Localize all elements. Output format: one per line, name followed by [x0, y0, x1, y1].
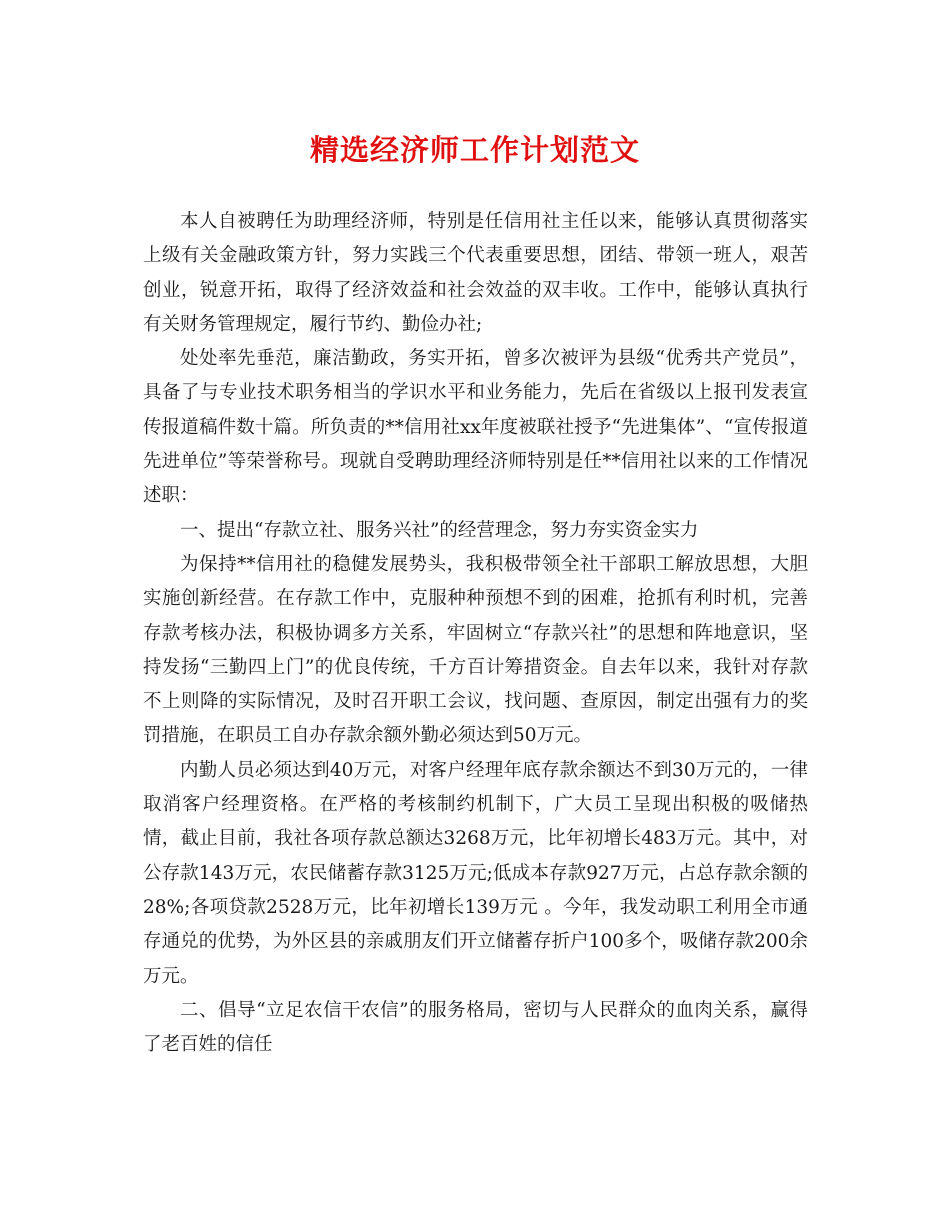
- section-heading-2: 二、倡导“立足农信干农信”的服务格局，密切与人民群众的血肉关系，赢得了老百姓的信任: [143, 999, 808, 1056]
- paragraph-deposit-results: 内勤人员必须达到40万元，对客户经理年底存款余额达不到30万元的，一律取消客户经理资格。在严格的考核制约机制下，广大员工呈现出积极的吸储热情，截止目前，我社各项存款总额达3268万元，比年初增长483万元。其中，对公存款143万元，农民储蓄存款3125万元;低成本存款927万元，占总存款余额的28%;各项贷款2528万元，比年初增长139万元 。今年，我发动职工利用全市通存通兑的优势，为外区县的亲戚朋友们开立储蓄存折户100多个，吸储存款200余万元。: [143, 759, 808, 987]
- document-title: 精选经济师工作计划范文: [309, 133, 640, 167]
- paragraph-intro: 本人自被聘任为助理经济师，特别是任信用社主任以来，能够认真贯彻落实上级有关金融政策方针，努力实践三个代表重要思想，团结、带领一班人，艰苦创业，锐意开拓，取得了经济效益和社会效益的双丰收。工作中，能够认真执行有关财务管理规定，履行节约、勤俭办社;: [143, 211, 808, 335]
- section-heading-1: 一、提出“存款立社、服务兴社”的经营理念，努力夯实资金实力: [180, 519, 699, 541]
- document-body: [143, 205, 808, 1062]
- paragraph-deposit-work: 为保持**信用社的稳健发展势头，我积极带领全社干部职工解放思想，大胆实施创新经营。在存款工作中，克服种种预想不到的困难，抢抓有利时机，完善存款考核办法，积极协调多方关系，牢固树立“存款兴社”的思想和阵地意识，坚持发扬“三勤四上门”的优良传统，千方百计筹措资金。自去年以来，我针对存款不上则降的实际情况，及时召开职工会议，找问题、查原因，制定出强有力的奖罚措施，在职员工自办存款余额外勤必须达到50万元。: [143, 553, 808, 747]
- paragraph-honors: 处处率先垂范，廉洁勤政，务实开拓，曾多次被评为县级“优秀共产党员”，具备了与专业技术职务相当的学识水平和业务能力，先后在省级以上报刊发表宣传报道稿件数十篇。所负责的**信用社xx年度被联社授予“先进集体”、“宣传报道先进单位”等荣誉称号。现就自受聘助理经济师特别是任**信用社以来的工作情况述职：: [143, 348, 808, 507]
